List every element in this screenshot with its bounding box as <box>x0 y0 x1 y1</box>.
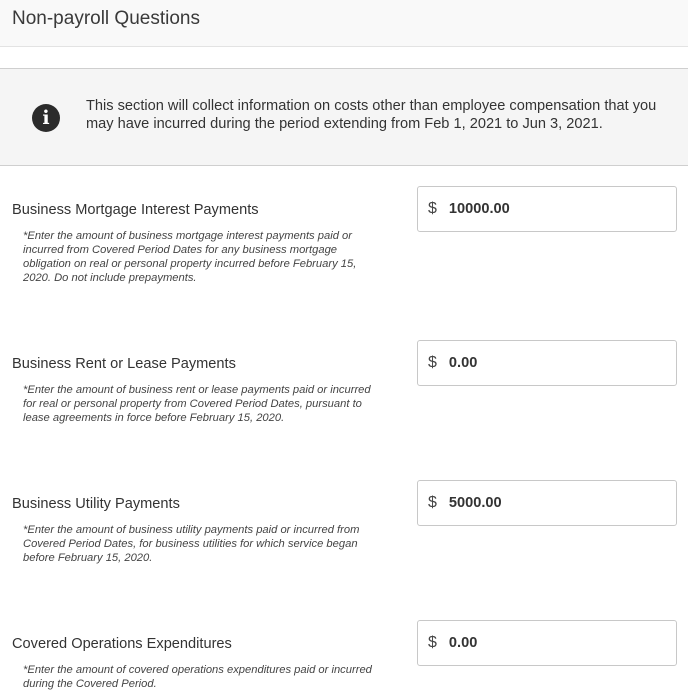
info-banner <box>0 68 688 166</box>
mortgage-interest-input[interactable] <box>417 186 677 232</box>
input-value[interactable]: 0.00 <box>448 355 478 371</box>
input-value[interactable]: 5000.00 <box>448 495 502 511</box>
field-label: Covered Operations Expenditures <box>12 636 232 652</box>
field-covered-operations <box>0 600 688 690</box>
field-utility <box>0 460 688 600</box>
spacer <box>0 47 688 68</box>
currency-symbol: $ <box>428 200 437 217</box>
field-help-text: *Enter the amount of business rent or lease payments paid or incurred for real or personal property from Covered Period Dates, pursuant to lease agreements in force before February 15, 2020. <box>23 384 371 424</box>
info-text: This section will collect information on costs other than employee compensation that you may have incurred during the period extending from Feb 1, 2021 to Jun 3, 2021. <box>86 98 657 132</box>
field-help-text: *Enter the amount of covered operations expenditures paid or incurred during the Covered Period. <box>23 664 372 690</box>
field-mortgage-interest <box>0 166 688 320</box>
field-label: Business Mortgage Interest Payments <box>12 202 259 218</box>
rent-lease-input[interactable] <box>417 340 677 386</box>
field-label: Business Utility Payments <box>12 496 180 512</box>
currency-symbol: $ <box>428 494 437 511</box>
input-value[interactable]: 10000.00 <box>448 201 510 217</box>
currency-symbol: $ <box>428 634 437 651</box>
field-label: Business Rent or Lease Payments <box>12 356 236 372</box>
field-help-text: *Enter the amount of business utility payments paid or incurred from Covered Period Dates, for business utilities for which service began before February 15, 2020. <box>23 524 360 564</box>
utility-input[interactable] <box>417 480 677 526</box>
page-header <box>0 0 688 47</box>
page-title: Non-payroll Questions <box>12 8 200 29</box>
field-rent-lease <box>0 320 688 460</box>
input-value[interactable]: 0.00 <box>448 635 478 651</box>
currency-symbol: $ <box>428 354 437 371</box>
field-help-text: *Enter the amount of business mortgage interest payments paid or incurred from Covered Period Dates for any business mortgage obligation on real or personal property incurred before February 15, 2020. Do not include prepayments. <box>23 230 357 284</box>
info-icon: i <box>32 104 60 132</box>
covered-operations-input[interactable] <box>417 620 677 666</box>
